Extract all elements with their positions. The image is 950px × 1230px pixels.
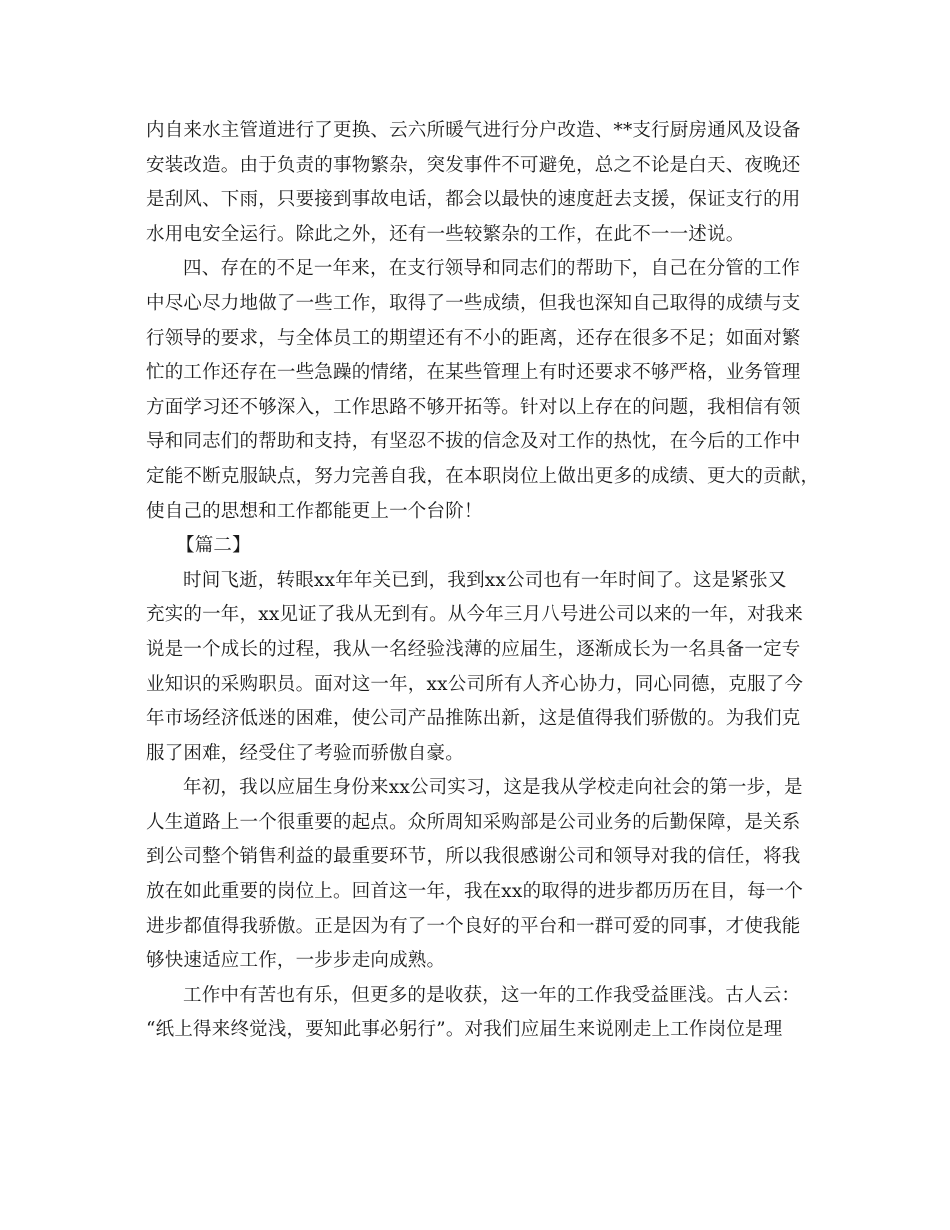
text-line: 业知识的采购职员。面对这一年，xx公司所有人齐心协力，同心同德，克服了今: [146, 673, 804, 695]
text-line: 忙的工作还存在一些急躁的情绪，在某些管理上有时还要求不够严格，业务管理: [146, 362, 801, 384]
text-line: 导和同志们的帮助和支持，有坚忍不拔的信念及对工作的热忱，在今后的工作中: [146, 431, 801, 453]
text-line: 进步都值得我骄傲。正是因为有了一个良好的平台和一群可爱的同事，才使我能: [146, 915, 801, 937]
text-line: 使自己的思想和工作都能更上一个台阶！: [146, 500, 483, 522]
text-line: “纸上得来终觉浅，要知此事必躬行”。对我们应届生来说刚走上工作岗位是理: [146, 1019, 783, 1041]
text-line: 行领导的要求，与全体员工的期望还有不小的距离，还存在很多不足；如面对繁: [146, 327, 801, 349]
text-line: 内自来水主管道进行了更换、云六所暖气进行分户改造、**支行厨房通风及设备: [146, 120, 801, 141]
text-line: 方面学习还不够深入，工作思路不够开拓等。针对以上存在的问题，我相信有领: [146, 396, 801, 418]
text-line: 说是一个成长的过程，我从一名经验浅薄的应届生，逐渐成长为一名具备一定专: [146, 638, 801, 660]
text-line: 年市场经济低迷的困难，使公司产品推陈出新，这是值得我们骄傲的。为我们克: [146, 708, 801, 730]
text-line: 到公司整个销售利益的最重要环节，所以我很感谢公司和领导对我的信任，将我: [146, 846, 801, 868]
text-line: 定能不断克服缺点，努力完善自我，在本职岗位上做出更多的成绩、更大的贡献，: [146, 465, 820, 487]
text-line: 是刮风、下雨，只要接到事故电话，都会以最快的速度赶去支援，保证支行的用: [146, 189, 801, 211]
text-line: 够快速适应工作，一步步走向成熟。: [146, 950, 446, 972]
text-line: 工作中有苦也有乐，但更多的是收获，这一年的工作我受益匪浅。古人云：: [183, 984, 801, 1006]
text-line: 充实的一年，xx见证了我从无到有。从今年三月八号进公司以来的一年，对我来: [146, 604, 804, 626]
text-line: 放在如此重要的岗位上。回首这一年，我在xx的取得的进步都历历在目，每一个: [146, 881, 804, 903]
text-line: 人生道路上一个很重要的起点。众所周知采购部是公司业务的后勤保障，是关系: [146, 811, 801, 833]
text-line: 中尽心尽力地做了一些工作，取得了一些成绩，但我也深知自己取得的成绩与支: [146, 292, 801, 314]
text-line: 时间飞逝，转眼xx年年关已到，我到xx公司也有一年时间了。这是紧张又: [183, 569, 787, 591]
text-line: 水用电安全运行。除此之外，还有一些较繁杂的工作，在此不一一述说。: [146, 223, 745, 245]
text-line: 四、存在的不足一年来，在支行领导和同志们的帮助下，自己在分管的工作: [183, 258, 801, 280]
text-line: 服了困难，经受住了考验而骄傲自豪。: [146, 742, 464, 764]
text-line: 安装改造。由于负责的事物繁杂，突发事件不可避免，总之不论是白天、夜晚还: [146, 154, 801, 176]
section-heading: 【篇二】: [176, 535, 251, 557]
document-body: [146, 114, 820, 1048]
text-line: 年初，我以应届生身份来xx公司实习，这是我从学校走向社会的第一步，是: [183, 777, 803, 799]
